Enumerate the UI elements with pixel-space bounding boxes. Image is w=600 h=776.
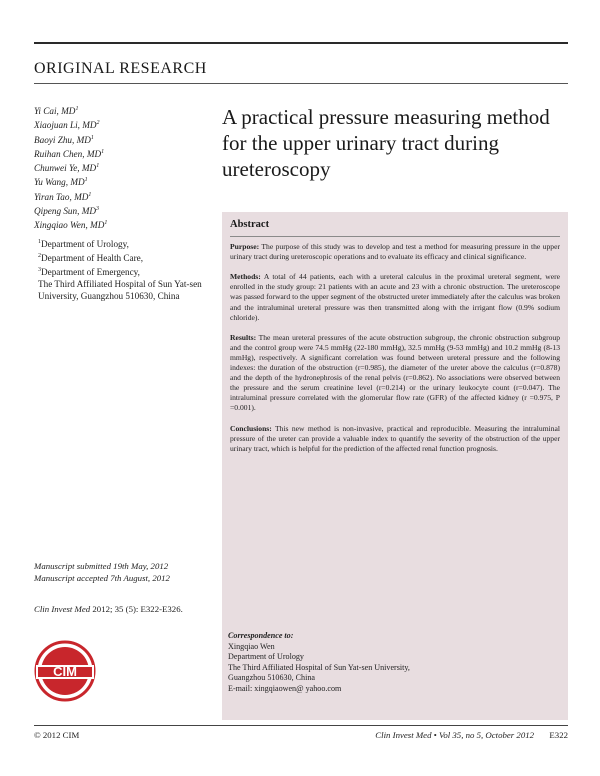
affiliation: The Third Affiliated Hospital of Sun Yat-sen University, Guangzhou 510630, China: [38, 279, 202, 302]
author: Xiaojuan Li, $MD^2$: [34, 120, 100, 131]
abstract-purpose: Purpose: The purpose of this study was to develop and test a method for measuring pressure in the upper urinary tract during ureteroscopic operations and to evaluate its efficacy and clinical significance.: [230, 242, 560, 262]
author: Baoyi Zhu, $MD^1$: [34, 134, 94, 145]
paper-title: A practical pressure measuring method for the upper urinary tract during ureteroscopy: [222, 105, 550, 181]
correspondence-dept: Department of Urology: [228, 652, 304, 662]
abstract-results: Results: The mean ureteral pressures of the acute obstruction subgroup, the chronic obstruction subgroup and the control group were 74.5 mmHg (22-180 mmHg), 32.5 mmHg (9-53 mmHg) and 10.2 mmHg (8-13 mmHg), respectively. A significant correlation was found between ureteral pressure and the following indexes: the duration of the obstruction (r=0.985), the diameter of the ureter above the calculus (r=0.878) and the depth of the hydronephrosis of the renal pelvis (r=0.862). No associations were observed between the pressure and the serum creatinine level (r=0.214) or the urinary leukocyte count (r=0.047). The intraluminal pressure correlated with the glomerular flow rate (GFR) of the affected kidney (r =0.975, P =0.001).: [230, 332, 560, 413]
author: Yi Cai, $MD^1$: [34, 106, 79, 117]
abstract-methods: Methods: A total of 44 patients, each with a ureteral calculus in the proximal ureteral segment, were enrolled in the study group: 21 patients with an acute and 23 with a chronic obstruction. The ureteroscope was passed forward to the upper segment of the obstructed ureter immediately after the calculus was broken and the intraluminal ureteral pressure was then transmitted along with the irrigant flow (0.9% sodium chloride).: [230, 272, 560, 322]
affiliation: $^3$Department of Emergency,: [38, 267, 140, 278]
logo-text: CIM: [53, 664, 77, 679]
page-number: E322: [549, 730, 568, 740]
correspondence-city: Guangzhou 510630, China: [228, 673, 315, 683]
footer-journal: Clin Invest Med • Vol 35, no 5, October 2012 E322: [375, 730, 568, 740]
author: Xingqiao Wen, $MD^1$: [34, 220, 108, 231]
top-rule: [34, 42, 568, 44]
author: Ruihan Chen, $MD^1$: [34, 148, 105, 159]
section-label: ORIGINAL RESEARCH: [34, 60, 207, 77]
abstract-conclusions: Conclusions: This new method is non-invasive, practical and reproducible. Measuring the intraluminal pressure of the ureter can provide a valuable index to quantify the severity of the obstruction of the upper urinary tract, which is helpful for the prediction of the affected renal function prognosis.: [230, 423, 560, 453]
affiliation: $^2$Department of Health Care,: [38, 253, 144, 264]
correspondence-name: Xingqiao Wen: [228, 641, 275, 651]
correspondence-hospital: The Third Affiliated Hospital of Sun Yat-sen University,: [228, 662, 410, 672]
affiliation: $^1$Department of Urology,: [38, 239, 129, 250]
abstract-heading: Abstract: [230, 219, 270, 230]
author-list: [34, 103, 214, 231]
author: Qipeng Sun, $MD^3$: [34, 205, 100, 216]
citation: Clin Invest Med 2012; 35 (5): E322-E326.: [34, 604, 183, 614]
section-rule: [34, 83, 568, 84]
footer-copyright: © 2012 CIM: [34, 730, 80, 740]
affiliations: [38, 236, 208, 302]
footer-rule: [34, 725, 568, 726]
accepted-date: Manuscript accepted 7th August, 2012: [34, 573, 170, 583]
correspondence-email[interactable]: E-mail: xingqiaowen@ yahoo.com: [228, 683, 342, 693]
correspondence-heading: Correspondence to:: [228, 631, 294, 640]
author: Yu Wang, $MD^1$: [34, 177, 88, 188]
author: Yiran Tao, $MD^1$: [34, 191, 92, 202]
submitted-date: Manuscript submitted 19th May, 2012: [34, 561, 169, 571]
correspondence: [228, 631, 410, 695]
abstract-rule: [230, 236, 560, 237]
author: Chunwei Ye, $MD^1$: [34, 163, 100, 174]
cim-logo-icon: [34, 640, 96, 702]
manuscript-dates: [34, 560, 170, 584]
